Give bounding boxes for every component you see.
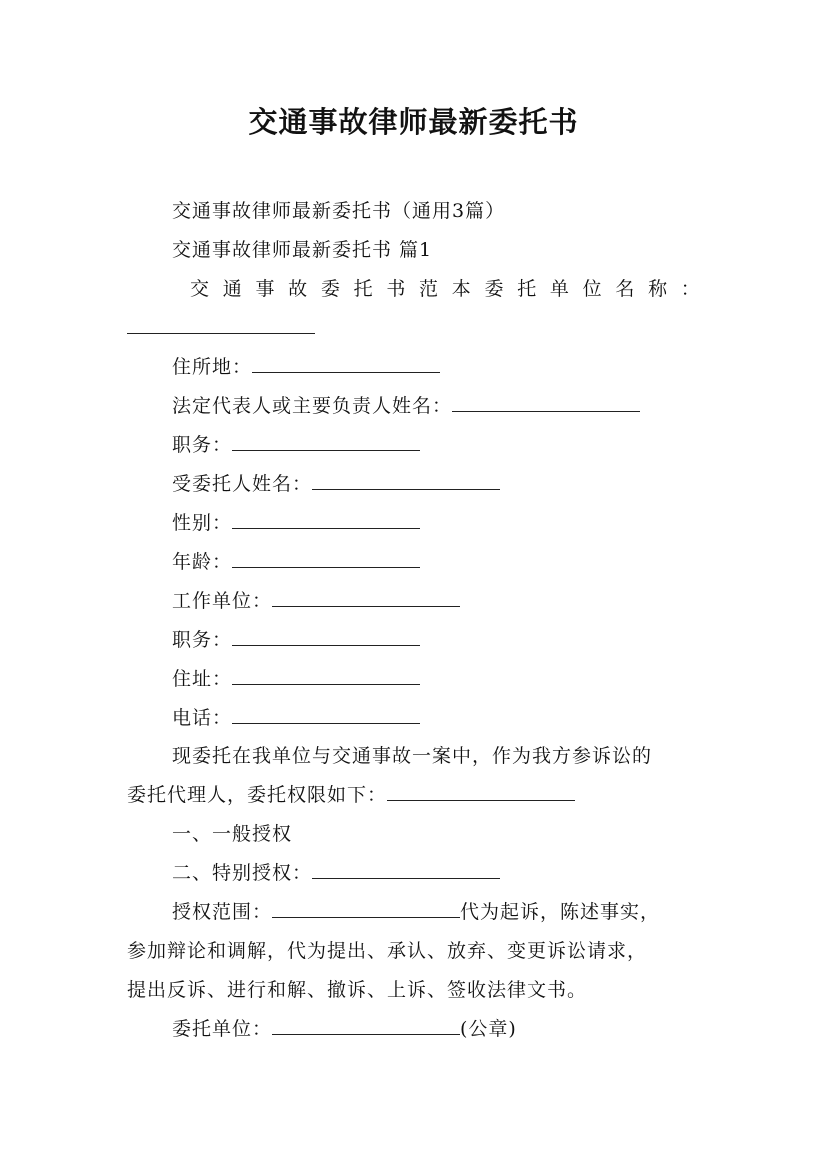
intro-char: 本 xyxy=(451,278,471,300)
intro-char: 范 xyxy=(419,278,439,300)
field-position-1 xyxy=(172,433,420,457)
intro-char: 事 xyxy=(255,278,275,300)
blank-line xyxy=(127,316,315,334)
intro-char: 位 xyxy=(582,278,602,300)
auth-general: 一、一般授权 xyxy=(172,823,293,845)
field-label: 住所地： xyxy=(172,356,253,378)
field-label: 委托单位： xyxy=(172,1018,273,1040)
blank-line xyxy=(232,550,420,568)
field-label: 年龄： xyxy=(172,551,233,573)
field-gender xyxy=(172,511,420,535)
intro-char: 故 xyxy=(288,278,308,300)
scope-line-1 xyxy=(172,900,660,924)
scope-line-2: 参加辩论和调解，代为提出、承认、放弃、变更诉讼请求， xyxy=(127,940,648,962)
field-label: 二、特别授权： xyxy=(172,862,313,884)
field-age xyxy=(172,550,420,574)
blank-line xyxy=(272,900,460,918)
unit-name-blank-line xyxy=(127,316,315,340)
blank-line xyxy=(232,706,420,724)
blank-line xyxy=(252,355,440,373)
field-label: 授权范围： xyxy=(172,901,273,923)
field-phone xyxy=(172,706,420,730)
section-heading: 交通事故律师最新委托书 篇1 xyxy=(172,239,433,261)
blank-line xyxy=(272,589,460,607)
field-label: 职务： xyxy=(172,434,233,456)
document-title: 交通事故律师最新委托书 xyxy=(248,105,579,139)
blank-line xyxy=(452,394,640,412)
paragraph-1-line-1: 现委托在我单位与交通事故一案中，作为我方参诉讼的 xyxy=(172,745,653,767)
intro-char: 委 xyxy=(320,278,340,300)
intro-line xyxy=(190,277,700,301)
blank-line xyxy=(232,511,420,529)
blank-line xyxy=(312,861,500,879)
intro-char: 委 xyxy=(484,278,504,300)
field-label: 性别： xyxy=(172,512,233,534)
blank-line xyxy=(272,1017,460,1035)
scope-text: 代为起诉，陈述事实， xyxy=(460,901,661,923)
field-label: 职务： xyxy=(172,629,233,651)
paragraph-text: 委托代理人，委托权限如下： xyxy=(127,784,388,806)
field-work-unit xyxy=(172,589,460,613)
intro-char: 托 xyxy=(517,278,537,300)
field-label: 工作单位： xyxy=(172,590,273,612)
blank-line xyxy=(312,472,500,490)
field-address xyxy=(172,355,440,379)
intro-char: 书 xyxy=(386,278,406,300)
field-label: 电话： xyxy=(172,707,233,729)
blank-line xyxy=(232,667,420,685)
scope-line-3: 提出反诉、进行和解、撤诉、上诉、签收法律文书。 xyxy=(127,979,588,1001)
blank-line xyxy=(232,628,420,646)
intro-char: 托 xyxy=(353,278,373,300)
field-legal-rep xyxy=(172,394,640,418)
seal-note: (公章) xyxy=(460,1018,517,1040)
field-agent-name xyxy=(172,472,500,496)
intro-char: 称 xyxy=(648,278,668,300)
document-subtitle: 交通事故律师最新委托书（通用3篇） xyxy=(172,200,506,222)
field-residence xyxy=(172,667,420,691)
blank-line xyxy=(387,783,575,801)
blank-line xyxy=(232,433,420,451)
field-label: 受委托人姓名： xyxy=(172,473,313,495)
principal-signature-line xyxy=(172,1017,517,1041)
auth-special xyxy=(172,861,500,885)
field-position-2 xyxy=(172,628,420,652)
intro-char: ： xyxy=(680,278,700,300)
field-label: 法定代表人或主要负责人姓名： xyxy=(172,395,453,417)
intro-char: 交 xyxy=(190,278,210,300)
paragraph-1-line-2 xyxy=(127,783,575,807)
intro-char: 通 xyxy=(222,278,242,300)
intro-char: 单 xyxy=(549,278,569,300)
field-label: 住址： xyxy=(172,668,233,690)
intro-char: 名 xyxy=(615,278,635,300)
